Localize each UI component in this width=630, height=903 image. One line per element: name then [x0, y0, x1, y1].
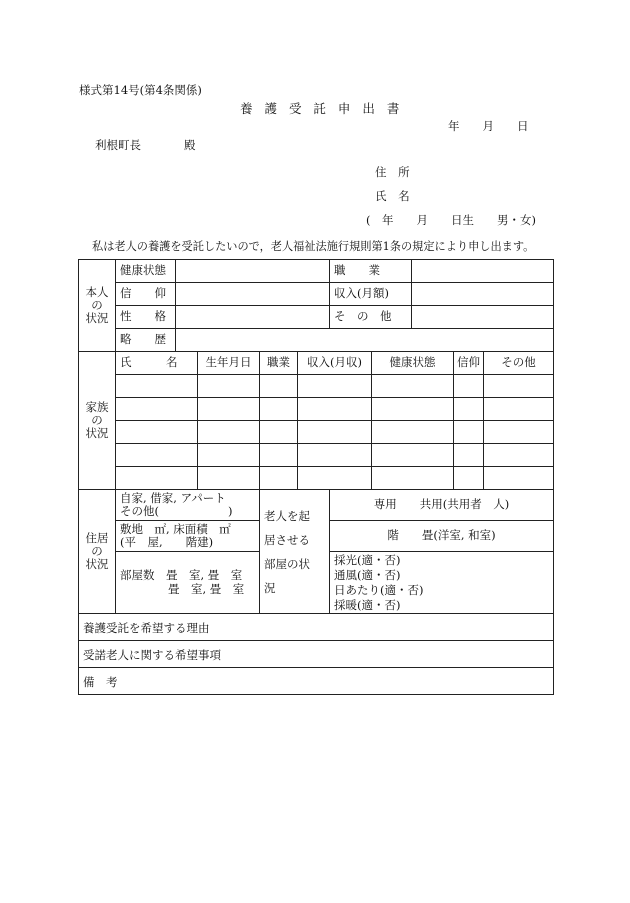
room-label-cell [260, 490, 330, 614]
reason-cell[interactable] [79, 614, 554, 641]
self-health-label: 健康状態 [116, 260, 176, 283]
name-label: 氏 名 [375, 189, 414, 203]
self-occupation-label: 職 業 [330, 260, 412, 283]
self-health-field[interactable] [176, 260, 330, 283]
family-religion-cell[interactable] [454, 398, 484, 421]
wishes-row [79, 641, 554, 668]
self-income-field[interactable] [412, 283, 554, 306]
housing-label-line-2: の [91, 543, 103, 558]
family-header-health: 健康状態 [372, 352, 454, 375]
self-row-4 [79, 329, 554, 352]
self-other-field[interactable] [412, 306, 554, 329]
family-health-cell[interactable] [372, 398, 454, 421]
family-label-line-1: 家族 [85, 399, 109, 414]
housing-area-line-1: 敷地 ㎡, 床面積 ㎡ [120, 521, 231, 536]
family-occupation-cell[interactable] [260, 444, 298, 467]
family-row [79, 444, 554, 467]
housing-type-line-2: その他( ) [120, 504, 233, 518]
application-form-table [78, 259, 554, 695]
self-section-label [79, 260, 116, 352]
family-label-line-2: の [91, 412, 103, 427]
statement: 私は老人の養護を受託したいので，老人福祉法施行規則第1条の規定により申し出ます。 [92, 240, 535, 253]
family-row [79, 398, 554, 421]
family-header-row [79, 352, 554, 375]
housing-rooms-line-1: 部屋数 畳 室, 畳 室 [120, 568, 243, 583]
form-number: 様式第14号(第4条関係) [79, 83, 202, 97]
housing-rooms-line-2: 畳 室, 畳 室 [168, 581, 245, 596]
reason-label: 養護受託を希望する理由 [83, 621, 210, 636]
housing-label-line-1: 住居 [85, 530, 109, 545]
room-label-line-3: 部屋の状 [264, 556, 310, 571]
document-title: 養 護 受 託 申 出 書 [240, 101, 404, 116]
family-health-cell[interactable] [372, 467, 454, 490]
housing-section-label [79, 490, 116, 614]
housing-area-line-2: (平 屋, 階建) [120, 535, 214, 549]
family-header-other: その他 [484, 352, 554, 375]
family-other-cell[interactable] [484, 398, 554, 421]
housing-area-cell[interactable] [116, 521, 260, 552]
room-use-cell[interactable]: 専用 共用(共用者 人) [330, 490, 554, 521]
self-personality-field[interactable] [176, 306, 330, 329]
housing-type-line-1: 自家, 借家, アパート [120, 490, 226, 505]
self-history-field[interactable] [176, 329, 554, 352]
condition-ventilation: 通風(適・否) [334, 568, 401, 582]
family-header-name: 氏 名 [116, 352, 198, 375]
self-income-label: 収入(月額) [330, 283, 412, 306]
family-income-cell[interactable] [298, 398, 372, 421]
self-row-2 [79, 283, 554, 306]
wishes-label: 受諾老人に関する希望事項 [83, 648, 221, 663]
self-row-1 [79, 260, 554, 283]
family-birthdate-cell[interactable] [198, 398, 260, 421]
family-occupation-cell[interactable] [260, 467, 298, 490]
family-name-cell[interactable] [116, 421, 198, 444]
condition-heating: 採暖(適・否) [334, 598, 401, 612]
addressee-suffix: 殿 [184, 138, 196, 152]
self-religion-field[interactable] [176, 283, 330, 306]
family-header-religion: 信仰 [454, 352, 484, 375]
remarks-label: 備 考 [83, 675, 118, 690]
self-religion-label: 信 仰 [116, 283, 176, 306]
condition-lighting: 採光(適・否) [334, 553, 401, 567]
family-section-label [79, 352, 116, 490]
housing-rooms-cell[interactable] [116, 552, 260, 614]
family-occupation-cell[interactable] [260, 421, 298, 444]
remarks-cell[interactable] [79, 668, 554, 695]
housing-type-cell[interactable] [116, 490, 260, 521]
self-personality-label: 性 格 [116, 306, 176, 329]
family-income-cell[interactable] [298, 467, 372, 490]
room-label-line-1: 老人を起 [264, 508, 310, 523]
addressee-prefix: 利根町長 [95, 138, 141, 152]
family-health-cell[interactable] [372, 375, 454, 398]
family-occupation-cell[interactable] [260, 398, 298, 421]
family-other-cell[interactable] [484, 421, 554, 444]
family-income-cell[interactable] [298, 375, 372, 398]
family-name-cell[interactable] [116, 375, 198, 398]
family-name-cell[interactable] [116, 444, 198, 467]
family-birthdate-cell[interactable] [198, 444, 260, 467]
family-other-cell[interactable] [484, 467, 554, 490]
family-religion-cell[interactable] [454, 444, 484, 467]
housing-label-line-3: 状況 [85, 557, 109, 572]
room-label-line-4: 況 [264, 580, 276, 595]
self-occupation-field[interactable] [412, 260, 554, 283]
family-income-cell[interactable] [298, 421, 372, 444]
self-row-3 [79, 306, 554, 329]
room-label-line-2: 居させる [264, 532, 310, 547]
self-label-line-1: 本人 [85, 284, 109, 299]
family-birthdate-cell[interactable] [198, 375, 260, 398]
self-label-line-3: 状況 [85, 311, 109, 326]
remarks-row [79, 668, 554, 695]
birth-line: ( 年 月 日生 男・女) [366, 213, 536, 227]
room-conditions-cell[interactable] [330, 552, 554, 614]
family-name-cell[interactable] [116, 467, 198, 490]
family-health-cell[interactable] [372, 444, 454, 467]
room-tatami-cell[interactable]: 階 畳(洋室, 和室) [330, 521, 554, 552]
family-header-occupation: 職業 [260, 352, 298, 375]
family-header-income: 収入(月収) [298, 352, 372, 375]
family-name-cell[interactable] [116, 398, 198, 421]
family-religion-cell[interactable] [454, 467, 484, 490]
self-history-label: 略 歴 [116, 329, 176, 352]
self-label-line-2: の [91, 297, 103, 312]
family-birthdate-cell[interactable] [198, 421, 260, 444]
family-other-cell[interactable] [484, 444, 554, 467]
family-birthdate-cell[interactable] [198, 467, 260, 490]
wishes-cell[interactable] [79, 641, 554, 668]
family-row [79, 375, 554, 398]
family-row [79, 467, 554, 490]
family-health-cell[interactable] [372, 421, 454, 444]
family-religion-cell[interactable] [454, 421, 484, 444]
family-other-cell[interactable] [484, 375, 554, 398]
self-other-label: そ の 他 [330, 306, 412, 329]
family-income-cell[interactable] [298, 444, 372, 467]
reason-row [79, 614, 554, 641]
family-occupation-cell[interactable] [260, 375, 298, 398]
family-religion-cell[interactable] [454, 375, 484, 398]
condition-sunlight: 日あたり(適・否) [334, 583, 424, 597]
address-label: 住 所 [375, 165, 414, 179]
family-header-birthdate: 生年月日 [198, 352, 260, 375]
family-row [79, 421, 554, 444]
date-line: 年 月 日 [448, 119, 529, 133]
housing-row-1 [79, 490, 554, 521]
family-label-line-3: 状況 [85, 426, 109, 441]
